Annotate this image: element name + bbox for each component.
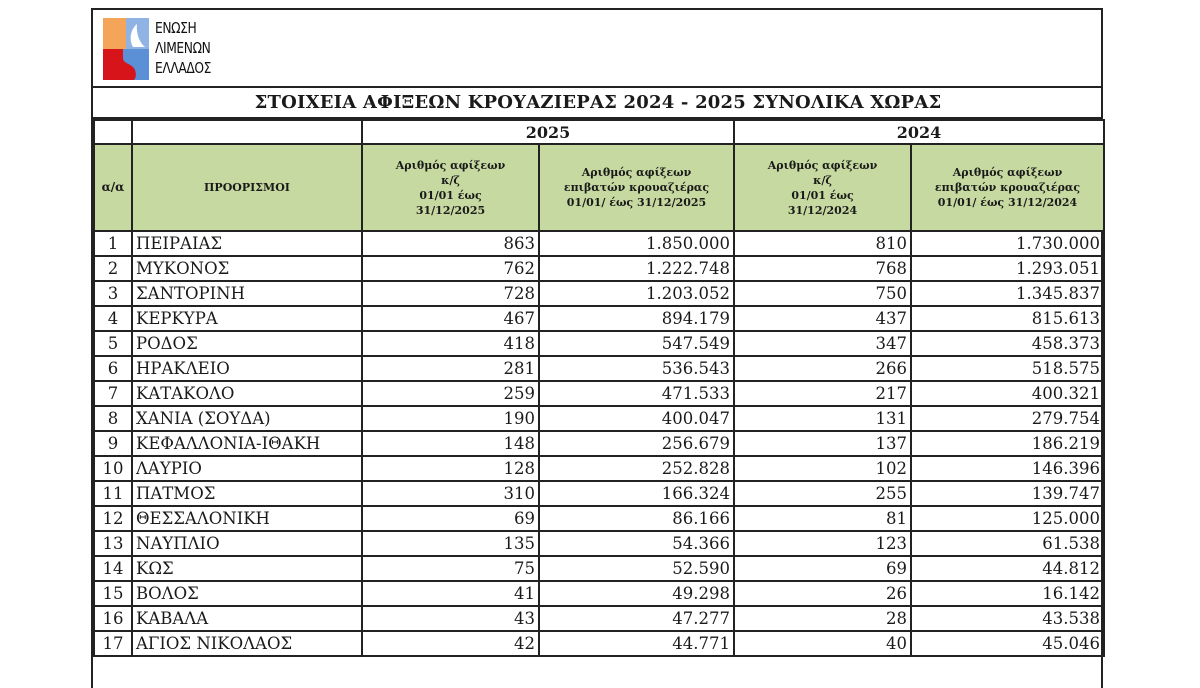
passengers-2025-cell: 547.549 [539,331,734,356]
destination-cell: ΗΡΑΚΛΕΙΟ [132,356,362,381]
arrivals-2024-cell: 28 [734,606,911,631]
table-row [94,431,1104,456]
index-cell: 4 [94,306,132,331]
destination-cell: ΛΑΥΡΙΟ [132,456,362,481]
passengers-2024-cell: 1.293.051 [911,256,1104,281]
table-row [94,481,1104,506]
header-line: Αριθμός αφίξεων [767,158,878,172]
cruise-arrivals-table [93,119,1105,657]
header-line: 01/01 έως [791,188,854,202]
index-cell: 16 [94,606,132,631]
passengers-2024-cell: 1.345.837 [911,281,1104,306]
year-2025-header: 2025 [362,120,734,144]
arrivals-2025-cell: 135 [362,531,539,556]
arrivals-2025-cell: 42 [362,631,539,656]
header-line: Αριθμός αφίξεων [581,166,692,179]
table-row [94,506,1104,531]
table-body [94,231,1104,656]
destination-cell: ΣΑΝΤΟΡΙΝΗ [132,281,362,306]
cruise-arrivals-sheet [91,8,1103,688]
passengers-2025-cell: 894.179 [539,306,734,331]
destination-cell: ΡΟΔΟΣ [132,331,362,356]
header-line: 31/12/2024 [787,203,858,217]
header-line: 31/12/2025 [415,203,486,217]
passengers-2024-cell: 125.000 [911,506,1104,531]
header-line: κ/ζ [813,173,832,187]
header-line: κ/ζ [441,173,460,187]
arrivals-2025-cell: 148 [362,431,539,456]
index-header: α/α [94,144,132,231]
empty-cell [94,120,132,144]
table-row [94,281,1104,306]
index-cell: 2 [94,256,132,281]
destination-cell: ΝΑΥΠΛΙΟ [132,531,362,556]
arrivals-2025-cell: 418 [362,331,539,356]
destination-cell: ΒΟΛΟΣ [132,581,362,606]
passengers-2025-header [539,144,734,231]
index-cell: 5 [94,331,132,356]
logo-line: ΛΙΜΕΝΩΝ [155,39,211,57]
passengers-2025-cell: 536.543 [539,356,734,381]
arrivals-2025-cell: 75 [362,556,539,581]
index-cell: 17 [94,631,132,656]
index-cell: 6 [94,356,132,381]
empty-cell [132,120,362,144]
destination-cell: ΠΕΙΡΑΙΑΣ [132,231,362,256]
arrivals-2025-cell: 728 [362,281,539,306]
header-line: 01/01 έως [419,188,482,202]
logo-line: ΕΛΛΑΔΟΣ [155,59,212,77]
passengers-2025-cell: 52.590 [539,556,734,581]
index-cell: 11 [94,481,132,506]
arrivals-2024-cell: 69 [734,556,911,581]
index-cell: 10 [94,456,132,481]
passengers-2024-cell: 45.046 [911,631,1104,656]
header-line: 01/01/ έως 31/12/2025 [566,196,707,209]
passengers-2025-cell: 44.771 [539,631,734,656]
arrivals-2025-cell: 190 [362,406,539,431]
destination-cell: ΘΕΣΣΑΛΟΝΙΚΗ [132,506,362,531]
arrivals-2024-cell: 102 [734,456,911,481]
arrivals-2025-cell: 69 [362,506,539,531]
year-2024-header: 2024 [734,120,1104,144]
header-line: Αριθμός αφίξεων [952,166,1063,179]
passengers-2024-cell: 61.538 [911,531,1104,556]
passengers-2024-cell: 400.321 [911,381,1104,406]
index-cell: 9 [94,431,132,456]
destination-cell: ΑΓΙΟΣ ΝΙΚΟΛΑΟΣ [132,631,362,656]
arrivals-2024-cell: 40 [734,631,911,656]
passengers-2025-cell: 1.222.748 [539,256,734,281]
passengers-2024-cell: 44.812 [911,556,1104,581]
arrivals-2024-cell: 768 [734,256,911,281]
document-title: ΣΤΟΙΧΕΙΑ ΑΦΙΞΕΩΝ ΚΡΟΥΑΖΙΕΡΑΣ 2024 - 2025 ΣΥΝΟΛΙΚΑ ΧΩΡΑΣ [93,88,1103,119]
passengers-2025-cell: 400.047 [539,406,734,431]
destination-cell: ΚΕΡΚΥΡΑ [132,306,362,331]
arrivals-2024-cell: 810 [734,231,911,256]
table-row [94,606,1104,631]
arrivals-2025-cell: 281 [362,356,539,381]
destinations-header: ΠΡΟΟΡΙΣΜΟΙ [132,144,362,231]
arrivals-2024-cell: 131 [734,406,911,431]
passengers-2025-cell: 86.166 [539,506,734,531]
arrivals-2024-cell: 750 [734,281,911,306]
column-header-row [94,144,1104,231]
passengers-2025-cell: 49.298 [539,581,734,606]
arrivals-2025-cell: 762 [362,256,539,281]
passengers-2024-cell: 186.219 [911,431,1104,456]
table-row [94,381,1104,406]
passengers-2024-cell: 518.575 [911,356,1104,381]
passengers-2024-cell: 139.747 [911,481,1104,506]
destination-cell: ΚΑΒΑΛΑ [132,606,362,631]
passengers-2025-cell: 47.277 [539,606,734,631]
passengers-2024-cell: 458.373 [911,331,1104,356]
passengers-2025-cell: 252.828 [539,456,734,481]
passengers-2024-cell: 815.613 [911,306,1104,331]
arrivals-2024-cell: 437 [734,306,911,331]
header-line: επιβατών κρουαζιέρας [563,181,710,194]
arrivals-2025-cell: 43 [362,606,539,631]
passengers-2024-header [911,144,1104,231]
logo-line: ΕΝΩΣΗ [155,19,197,37]
index-cell: 3 [94,281,132,306]
arrivals-2025-cell: 128 [362,456,539,481]
passengers-2025-cell: 166.324 [539,481,734,506]
passengers-2024-cell: 16.142 [911,581,1104,606]
destination-cell: ΧΑΝΙΑ (ΣΟΥΔΑ) [132,406,362,431]
passengers-2024-cell: 1.730.000 [911,231,1104,256]
logo-text [155,18,211,78]
arrivals-2025-cell: 863 [362,231,539,256]
index-cell: 8 [94,406,132,431]
passengers-2024-cell: 43.538 [911,606,1104,631]
passengers-2025-cell: 1.203.052 [539,281,734,306]
arrivals-2024-cell: 137 [734,431,911,456]
ports-association-logo-icon [103,18,149,80]
header-line: Αριθμός αφίξεων [395,158,506,172]
index-cell: 14 [94,556,132,581]
table-row [94,631,1104,656]
passengers-2025-cell: 1.850.000 [539,231,734,256]
table-row [94,256,1104,281]
table-row [94,331,1104,356]
index-cell: 7 [94,381,132,406]
table-row [94,306,1104,331]
destination-cell: ΚΑΤΑΚΟΛΟ [132,381,362,406]
table-row [94,456,1104,481]
arrivals-2025-header [362,144,539,231]
table-row [94,556,1104,581]
destination-cell: ΠΑΤΜΟΣ [132,481,362,506]
arrivals-2024-cell: 347 [734,331,911,356]
index-cell: 12 [94,506,132,531]
index-cell: 13 [94,531,132,556]
arrivals-2025-cell: 467 [362,306,539,331]
passengers-2025-cell: 54.366 [539,531,734,556]
table-row [94,356,1104,381]
logo-header [93,10,1103,88]
arrivals-2025-cell: 259 [362,381,539,406]
passengers-2025-cell: 471.533 [539,381,734,406]
index-cell: 1 [94,231,132,256]
passengers-2024-cell: 279.754 [911,406,1104,431]
passengers-2024-cell: 146.396 [911,456,1104,481]
year-header-row [94,120,1104,144]
destination-cell: ΜΥΚΟΝΟΣ [132,256,362,281]
table-row [94,531,1104,556]
header-line: επιβατών κρουαζιέρας [934,181,1081,194]
table-row [94,231,1104,256]
arrivals-2024-cell: 123 [734,531,911,556]
passengers-2025-cell: 256.679 [539,431,734,456]
arrivals-2024-cell: 266 [734,356,911,381]
index-cell: 15 [94,581,132,606]
table-row [94,406,1104,431]
header-line: 01/01/ έως 31/12/2024 [937,196,1078,209]
arrivals-2024-cell: 217 [734,381,911,406]
arrivals-2024-header [734,144,911,231]
arrivals-2024-cell: 255 [734,481,911,506]
destination-cell: ΚΩΣ [132,556,362,581]
arrivals-2024-cell: 26 [734,581,911,606]
arrivals-2025-cell: 41 [362,581,539,606]
arrivals-2024-cell: 81 [734,506,911,531]
arrivals-2025-cell: 310 [362,481,539,506]
table-row [94,581,1104,606]
destination-cell: ΚΕΦΑΛΛΟΝΙΑ-ΙΘΑΚΗ [132,431,362,456]
